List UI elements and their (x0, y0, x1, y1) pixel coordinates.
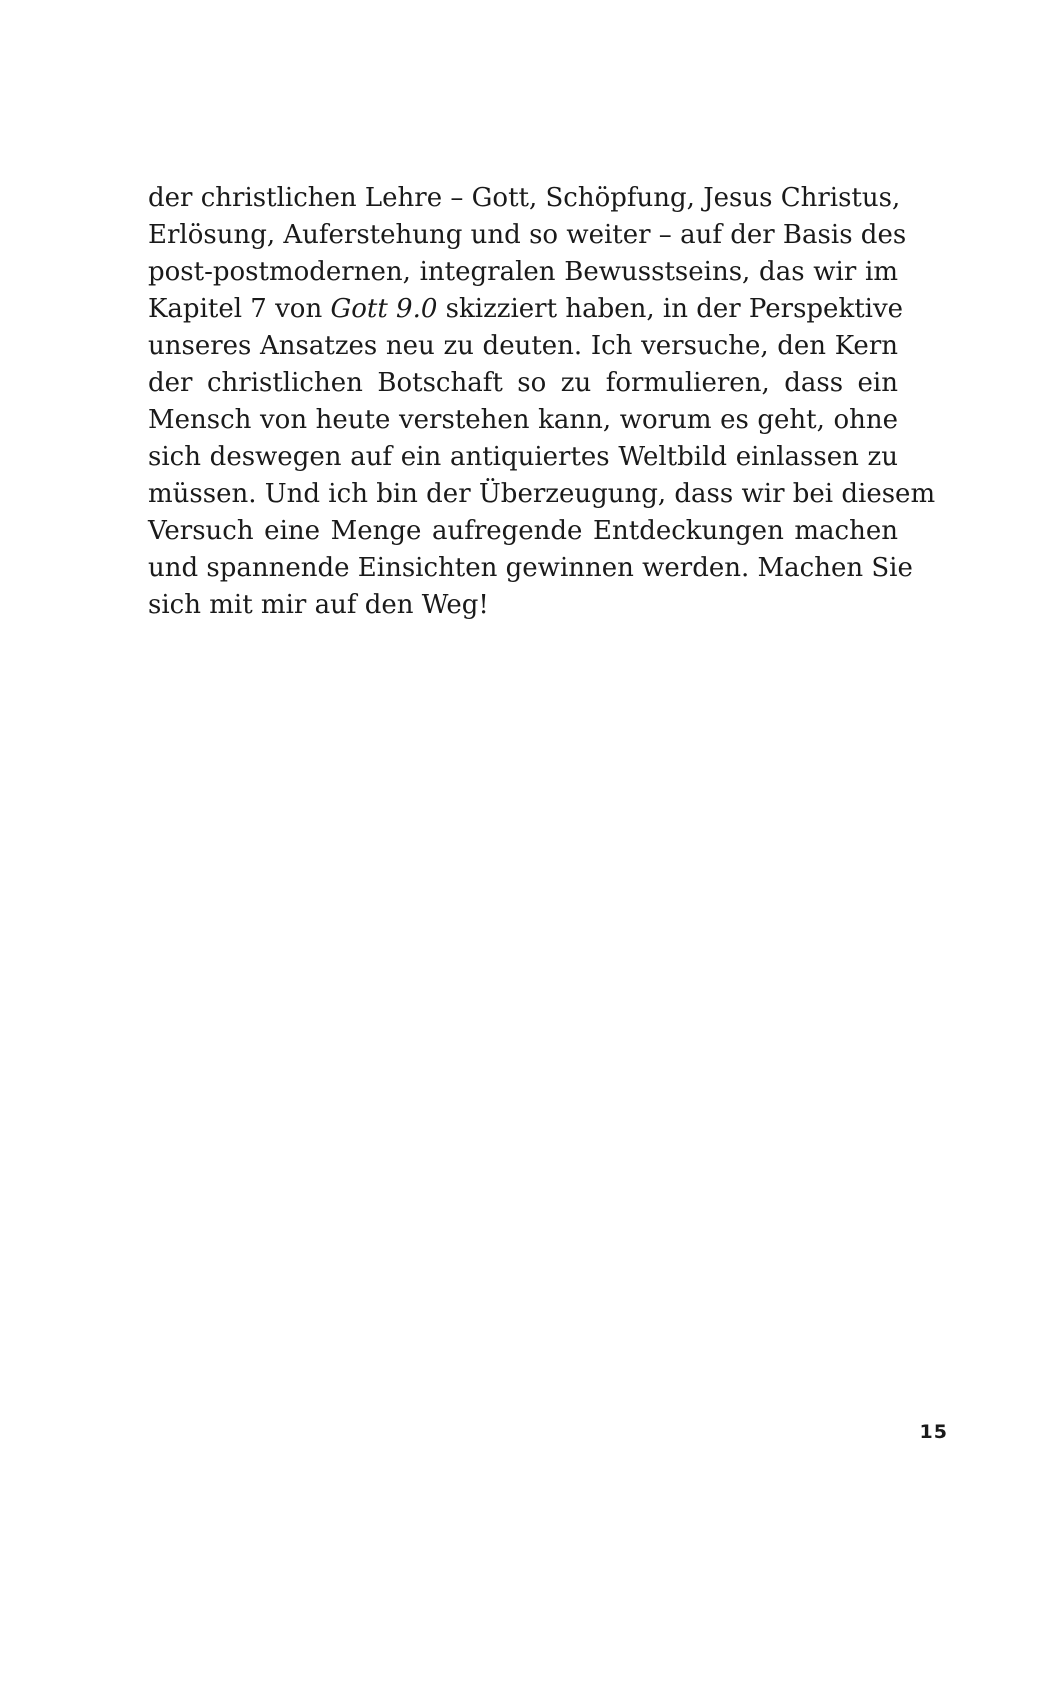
text-segment: Kapitel 7 von (148, 294, 323, 324)
text-line: post-postmodernen, integralen Bewusstseins, das wir im (148, 257, 898, 287)
text-line: sich deswegen auf ein antiquiertes Weltbild einlassen zu (148, 442, 898, 472)
body-paragraph (148, 180, 936, 624)
text-line: unseres Ansatzes neu zu deuten. Ich versuche, den Kern (148, 331, 898, 361)
text-line: Erlösung, Auferstehung und so weiter – auf der Basis des (148, 220, 907, 250)
text-line: und spannende Einsichten gewinnen werden. Machen Sie (148, 553, 913, 583)
text-line: der christlichen Botschaft so zu formulieren, dass ein (148, 368, 898, 398)
text-line: Versuch eine Menge aufregende Entdeckungen machen (148, 516, 898, 546)
page-number: 15 (919, 1421, 948, 1443)
text-line: Mensch von heute verstehen kann, worum es geht, ohne (148, 405, 898, 435)
book-title: Gott 9.0 (330, 294, 438, 324)
text-segment: skizziert haben, in der Perspektive (445, 294, 904, 324)
text-line (148, 291, 904, 328)
text-line: der christlichen Lehre – Gott, Schöpfung, Jesus Christus, (148, 183, 901, 213)
text-line: müssen. Und ich bin der Überzeugung, dass wir bei diesem (148, 479, 936, 509)
text-line: sich mit mir auf den Weg! (148, 590, 489, 620)
